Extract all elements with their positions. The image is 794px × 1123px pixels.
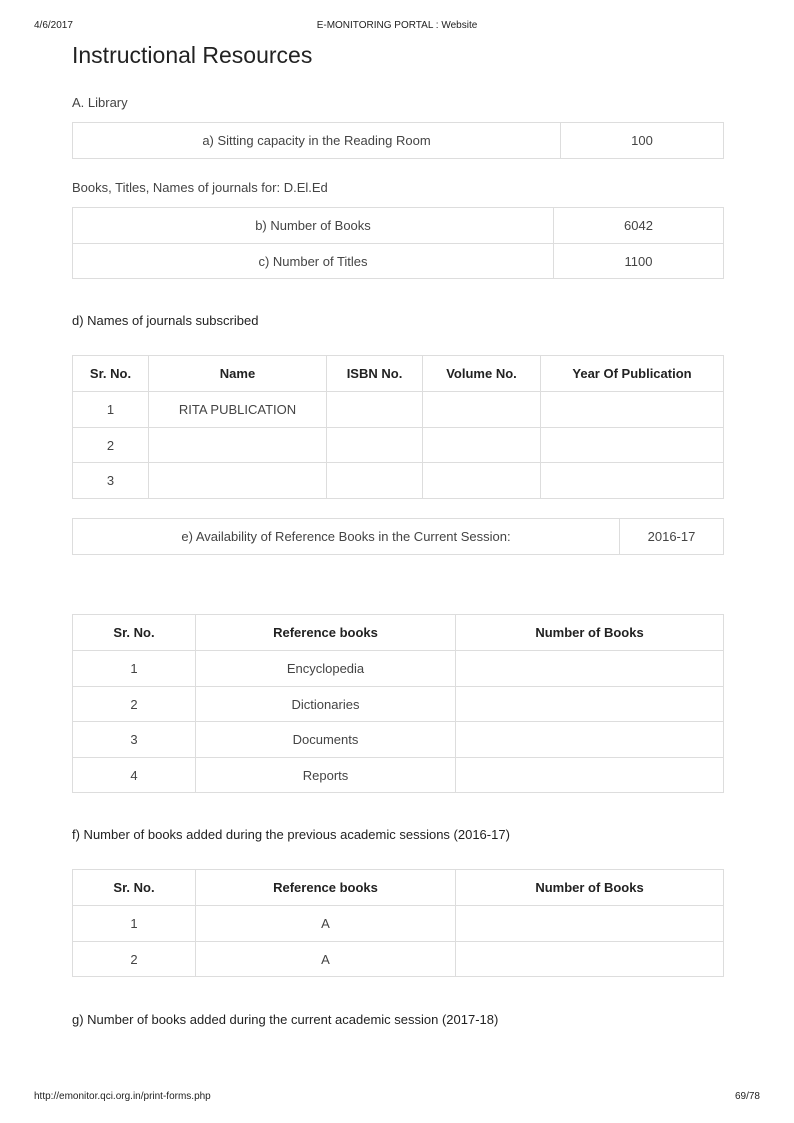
col-name: Name xyxy=(149,356,327,392)
table-row xyxy=(73,942,724,977)
col-number-of-books: Number of Books xyxy=(456,615,724,651)
reference-availability-label: e) Availability of Reference Books in the Current Session: xyxy=(73,519,620,555)
titles-count-value: 1100 xyxy=(554,244,724,279)
col-year: Year Of Publication xyxy=(541,356,724,392)
books-table xyxy=(72,207,724,279)
titles-count-label: c) Number of Titles xyxy=(73,244,554,279)
cell xyxy=(456,687,724,722)
cell xyxy=(541,428,724,463)
table-header-row xyxy=(73,356,724,392)
books-added-previous-table xyxy=(72,869,724,977)
seating-label: a) Sitting capacity in the Reading Room xyxy=(73,123,561,159)
cell: Reports xyxy=(196,758,456,793)
cell xyxy=(327,392,423,428)
cell xyxy=(456,722,724,758)
cell: RITA PUBLICATION xyxy=(149,392,327,428)
books-count-label: b) Number of Books xyxy=(73,208,554,244)
col-sr-no: Sr. No. xyxy=(73,356,149,392)
table-row xyxy=(73,758,724,793)
table-row xyxy=(73,687,724,722)
print-date: 4/6/2017 xyxy=(34,20,73,31)
cell xyxy=(541,463,724,499)
cell: Dictionaries xyxy=(196,687,456,722)
cell xyxy=(423,392,541,428)
cell xyxy=(456,942,724,977)
reference-availability-value: 2016-17 xyxy=(620,519,724,555)
col-reference-books: Reference books xyxy=(196,615,456,651)
cell xyxy=(423,463,541,499)
print-header xyxy=(34,20,760,34)
table-row xyxy=(73,651,724,687)
cell: A xyxy=(196,942,456,977)
table-row xyxy=(73,463,724,499)
table-row xyxy=(73,519,724,555)
cell xyxy=(149,428,327,463)
cell: Documents xyxy=(196,722,456,758)
cell xyxy=(541,392,724,428)
print-site-title: E-MONITORING PORTAL : Website xyxy=(316,20,478,31)
cell: 1 xyxy=(73,906,196,942)
books-count-value: 6042 xyxy=(554,208,724,244)
col-reference-books: Reference books xyxy=(196,870,456,906)
cell xyxy=(456,906,724,942)
cell xyxy=(456,758,724,793)
table-row xyxy=(73,392,724,428)
col-isbn: ISBN No. xyxy=(327,356,423,392)
col-volume: Volume No. xyxy=(423,356,541,392)
table-row xyxy=(73,123,724,159)
print-url: http://emonitor.qci.org.in/print-forms.php xyxy=(34,1091,211,1102)
table-row xyxy=(73,722,724,758)
cell: 3 xyxy=(73,722,196,758)
books-added-current-heading: g) Number of books added during the current academic session (2017-18) xyxy=(72,1012,499,1027)
cell: 1 xyxy=(73,392,149,428)
seating-value: 100 xyxy=(561,123,724,159)
col-sr-no: Sr. No. xyxy=(73,615,196,651)
cell xyxy=(327,428,423,463)
cell xyxy=(149,463,327,499)
cell: Encyclopedia xyxy=(196,651,456,687)
cell: 2 xyxy=(73,428,149,463)
cell: 1 xyxy=(73,651,196,687)
cell: 4 xyxy=(73,758,196,793)
col-sr-no: Sr. No. xyxy=(73,870,196,906)
table-row xyxy=(73,428,724,463)
seating-table xyxy=(72,122,724,159)
table-header-row xyxy=(73,870,724,906)
page-title: Instructional Resources xyxy=(72,42,313,68)
table-header-row xyxy=(73,615,724,651)
print-page-number: 69/78 xyxy=(734,1091,760,1102)
cell xyxy=(456,651,724,687)
reference-availability-table xyxy=(72,518,724,555)
journals-heading: d) Names of journals subscribed xyxy=(72,313,259,328)
library-heading: A. Library xyxy=(72,95,128,110)
print-footer xyxy=(34,1091,760,1105)
table-row xyxy=(73,208,724,244)
cell xyxy=(327,463,423,499)
reference-books-table xyxy=(72,614,724,793)
cell: 2 xyxy=(73,942,196,977)
books-heading: Books, Titles, Names of journals for: D.El.Ed xyxy=(72,180,328,195)
table-row xyxy=(73,244,724,279)
col-number-of-books: Number of Books xyxy=(456,870,724,906)
cell: 3 xyxy=(73,463,149,499)
journals-table xyxy=(72,355,724,499)
cell xyxy=(423,428,541,463)
table-row xyxy=(73,906,724,942)
cell: 2 xyxy=(73,687,196,722)
books-added-previous-heading: f) Number of books added during the previous academic sessions (2016-17) xyxy=(72,827,510,842)
cell: A xyxy=(196,906,456,942)
